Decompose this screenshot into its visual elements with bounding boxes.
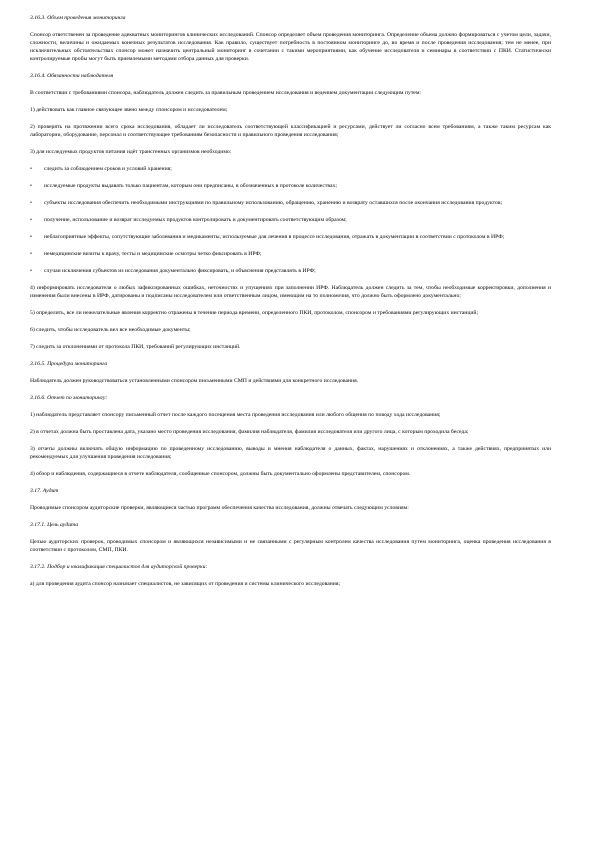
bullet-text: исследуемые продукты выдавать только пациентам, которым они предписаны, в обозначенных в протоколе количествах; — [44, 183, 337, 189]
bullet-text: получение, использование и возврат исследуемых продуктов контролировать и документировать соответствующим образом; — [44, 217, 347, 223]
section-heading: 3.17.2. Подбор и квалификация специалистов для аудиторской проверки: — [30, 564, 208, 570]
bullet-text: следить за соблюдением сроков и условий хранения; — [44, 166, 172, 172]
bullet-item — [30, 250, 551, 258]
list-item: 3) для исследуемых продуктов питания идёт трансгенных организмов необходимо: — [30, 149, 232, 155]
section-heading: 3.16.5. Процедура мониторинга — [30, 361, 108, 367]
bullet-text: неблагоприятные эффекты, сопутствующие заболевания и медикаменты, используемые для лечения в процессе исследования, отражать в документации в соответствии с протоколом в ИРФ; — [44, 234, 505, 240]
paragraph: Целью аудиторских проверок, проводимых спонсором и являющихся независимыми и не связанными с регулярным контролем качества исследования путем мониторинга, оценка проведения исследования в соответствии с протоколом, СМП, ПКИ. — [30, 539, 551, 553]
section-heading: 3.16.3. Объем проведения мониторинга — [30, 15, 126, 21]
bullet-icon: • — [30, 217, 32, 223]
paragraph: Проводимые спонсором аудиторские проверки, являющиеся частью программ обеспечения качества исследования, должны отвечать следующим условиям: — [30, 505, 409, 511]
bullet-item — [30, 216, 551, 224]
bullet-icon: • — [30, 234, 32, 240]
paragraph: Спонсор ответственен за проведение адекватных мониторингов клинических исследований. Спонсор определяет объем проведения мониторинга. Определение объема должно формироваться с учетом цели, задачи, сложности, величины и ожидаемых конечных результатов исследования. Как правило, существует потребность в постоянном мониторинге до, во время и после проведения исследования; тем не менее, при исключительных обстоятельствах спонсор может назначить центральный мониторинг в сочетании с такими мероприятиями, как обучение исследователя и семинары в соответствии с ПКИ. Статистически контролируемые пробы могут быть приемлемыми методами отбора данных для проверки. — [30, 32, 551, 62]
bullet-icon: • — [30, 268, 32, 274]
bullet-item — [30, 165, 551, 173]
paragraph: В соответствии с требованиями спонсора, наблюдатель должен следить за правильным проведением исследования и ведением документации следующим путем: — [30, 90, 422, 96]
list-item: 3) отчеты должны включать общую информацию по проведенному исследованию, выводы и мнения наблюдателя о данных, фактах, нарушениях и отклонениях, а также действиях, предпринятых или рекомендуемых для улучшения проведения исследования; — [30, 446, 551, 460]
bullet-text: немедицинские визиты к врачу, тесты и медицинские осмотры четко фиксировать в ИРФ; — [44, 251, 262, 257]
list-item: 4) обзор и наблюдения, содержащиеся в отчете наблюдателя, сообщенные спонсором, должны быть документально оформлены представителем, спонсором. — [30, 471, 411, 477]
list-item: 6) следить, чтобы исследователь вел все необходимые документы; — [30, 327, 191, 333]
list-item: 1) действовать как главное связующее звено между спонсором и исследователем; — [30, 107, 228, 113]
section-heading: 3.16.6. Отчет по мониторингу: — [30, 395, 108, 401]
bullet-item — [30, 267, 551, 275]
bullet-item — [30, 199, 551, 207]
paragraph: Наблюдатель должен руководствоваться установленными спонсором письменными СМП и действиями для конкретного исследования. — [30, 378, 359, 384]
bullet-item — [30, 233, 551, 241]
list-item: 1) наблюдатель представляет спонсору письменный отчет после каждого посещения места проведения исследования или любого общения по поводу хода исследования; — [30, 412, 441, 418]
bullet-text: субъекты исследования обеспечить необходимыми инструкциями по правильному использованию, обращению, хранению и возврату оставшихся после окончания исследования продуктов; — [44, 200, 503, 206]
bullet-text: случаи исключения субъектов из исследования документально фиксировать, и объяснения представлять в ИРФ; — [44, 268, 316, 274]
list-item: 5) определить, все ли нежелательные явления корректно отражены в течение периода времени, определенного ПКИ, протоколом, спонсором и требованиями регулирующих инстанций; — [30, 310, 479, 316]
section-heading: 3.17.1. Цель аудита — [30, 522, 79, 528]
bullet-icon: • — [30, 251, 32, 257]
bullet-icon: • — [30, 183, 32, 189]
section-heading: 3.17. Аудит — [30, 488, 59, 494]
list-item: 2) в отчетах должна быть проставлена дата, указано место проведения исследования, фамилия наблюдателя, фамилия исследователя или другого лица, с которым проходила беседа; — [30, 429, 469, 435]
bullet-item — [30, 182, 551, 190]
list-item: а) для проведения аудита спонсор назначает специалистов, не зависящих от проведения и системы клинического исследования; — [30, 581, 341, 587]
list-item: 2) проверять на протяжении всего срока исследования, обладает ли исследователь соответствующей классификацией и ресурсами, действует ли согласно всем требованиям, а также таким ресурсам как лаборатории, оборудование, персонал и соответствующее требованиям безопасности и правильного проведения исследования; — [30, 124, 551, 138]
list-item: 4) информировать исследователя о любых зафиксированных ошибках, неточностях и упущениях при заполнении ИРФ. Наблюдатель должен следить за тем, чтобы необходимые корректировки, дополнения и изменения были внесены в ИРФ, датированы и подписаны исследователем или ответственным лицом, имеющим на то полномочия, что должно быть оформлено документально; — [30, 285, 551, 299]
list-item: 7) следить за отклонениями от протокола ПКИ, требований регулирующих инстанций. — [30, 344, 241, 350]
bullet-icon: • — [30, 166, 32, 172]
bullet-icon: • — [30, 200, 32, 206]
section-heading: 3.16.4. Обязанности наблюдателя — [30, 73, 114, 79]
